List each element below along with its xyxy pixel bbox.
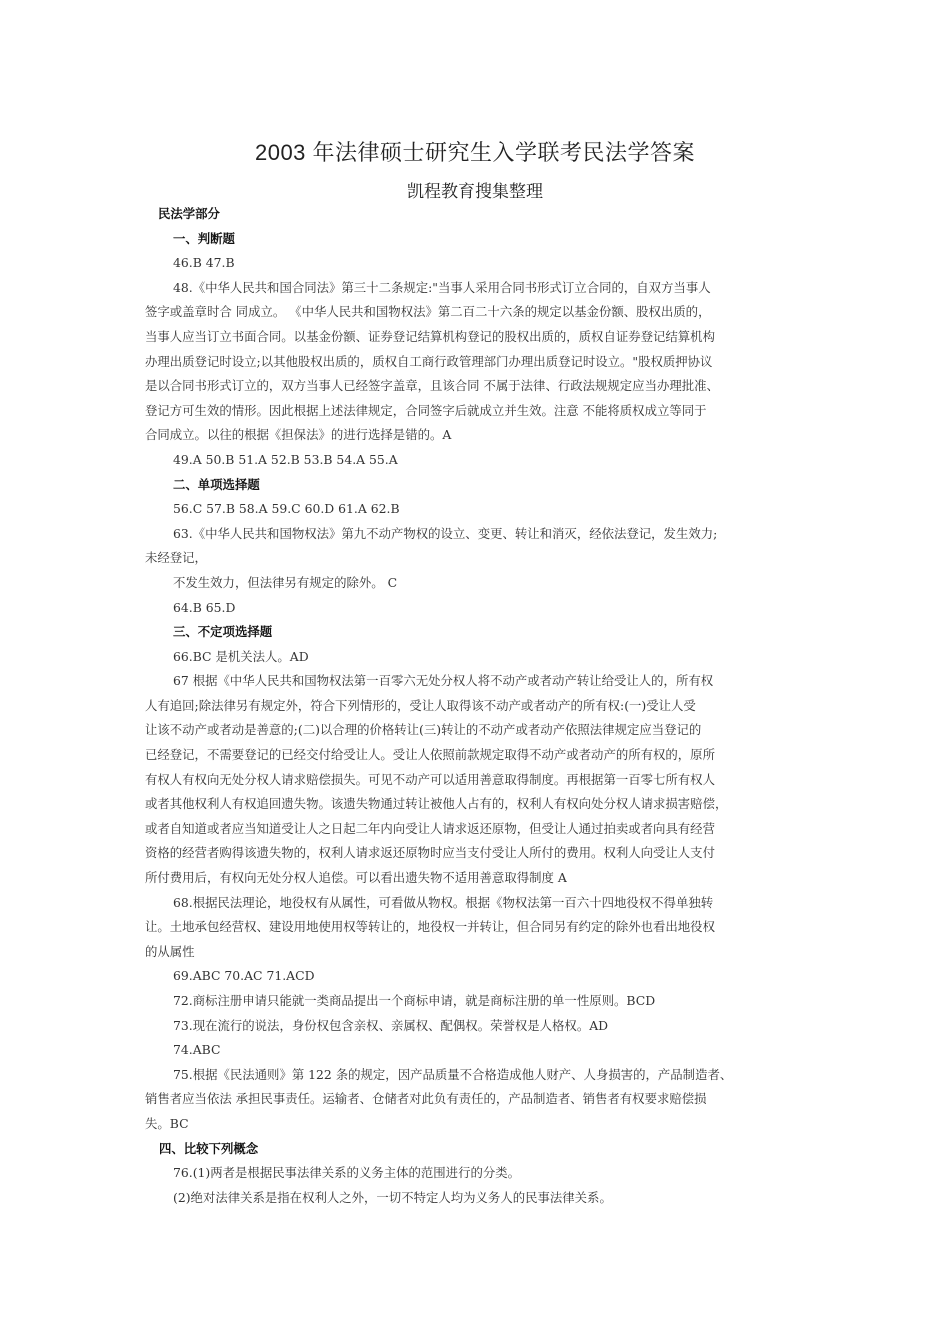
- text-line: 46.B 47.B: [173, 255, 235, 271]
- text-line: 68.根据民法理论，地役权有从属性，可看做从物权。根据《物权法第一百六十四地役权不得单独转: [173, 894, 714, 910]
- text-line: 一、判断题: [173, 230, 235, 246]
- text-line: 48.《中华人民共和国合同法》第三十二条规定:"当事人采用合同书形式订立合同的，自双方当事人: [173, 279, 711, 295]
- text-line: 的从属性: [145, 943, 195, 959]
- text-line: 未经登记，: [145, 550, 207, 566]
- text-line: 不发生效力，但法律另有规定的除外。 C: [173, 574, 398, 590]
- text-line: 让。土地承包经营权、建设用地使用权等转让的，地役权一并转让，但合同另有约定的除外也看出地役权: [145, 919, 715, 935]
- text-line: 销售者应当依法 承担民事责任。运输者、仓储者对此负有责任的，产品制造者、销售者有权要求赔偿损: [145, 1091, 707, 1107]
- text-line: 75.根据《民法通则》第 122 条的规定，因产品质量不合格造成他人财产、人身损害的，产品制造者、: [173, 1066, 733, 1082]
- text-line: 合同成立。以往的根据《担保法》的进行选择是错的。A: [145, 427, 452, 443]
- text-line: 63.《中华人民共和国物权法》第九不动产物权的设立、变更、转让和消灭，经依法登记，发生效力;: [173, 525, 718, 541]
- page-subtitle: 凯程教育搜集整理: [407, 182, 543, 202]
- page-title: 2003 年法律硕士研究生入学联考民法学答案: [254, 140, 696, 165]
- text-line: 64.B 65.D: [173, 599, 236, 615]
- text-line: 失。BC: [145, 1115, 189, 1131]
- text-line: 74.ABC: [173, 1042, 221, 1058]
- text-line: (2)绝对法律关系是指在权利人之外，一切不特定人均为义务人的民事法律关系。: [173, 1189, 612, 1205]
- text-line: 76.(1)两者是根据民事法律关系的义务主体的范围进行的分类。: [173, 1165, 521, 1181]
- text-line: 已经登记，不需要登记的已经交付给受让人。受让人依照前款规定取得不动产或者动产的所有权的，原所: [145, 747, 715, 763]
- text-line: 民法学部分: [158, 206, 220, 221]
- text-line: 签字或盖章时合 同成立。 《中华人民共和国物权法》第二百二十六条的规定以基金份额、股权出质的，: [145, 304, 711, 320]
- text-line: 有权人有权向无处分权人请求赔偿损失。可见不动产可以适用善意取得制度。再根据第一百零七所有权人: [145, 771, 715, 787]
- text-line: 73.现在流行的说法，身份权包含亲权、亲属权、配偶权。荣誉权是人格权。AD: [173, 1017, 609, 1033]
- text-line: 让该不动产或者动是善意的;(二)以合理的价格转让(三)转让的不动产或者动产依照法律规定应当登记的: [145, 722, 702, 738]
- text-line: 当事人应当订立书面合同。以基金份额、证券登记结算机构登记的股权出质的，质权自证券登记结算机构: [145, 328, 715, 344]
- text-line: 49.A 50.B 51.A 52.B 53.B 54.A 55.A: [173, 451, 398, 467]
- text-line: 四、比较下列概念: [159, 1140, 259, 1156]
- text-line: 所付费用后，有权向无处分权人追偿。可以看出遗失物不适用善意取得制度 A: [145, 870, 567, 886]
- text-line: 或者其他权利人有权追回遗失物。该遗失物通过转让被他人占有的，权利人有权向处分权人请求损害赔偿，: [145, 796, 728, 812]
- text-line: 资格的经营者购得该遗失物的，权利人请求返还原物时应当支付受让人所付的费用。权利人向受让人支付: [145, 845, 715, 861]
- text-line: 人有追回;除法律另有规定外，符合下列情形的，受让人取得该不动产或者动产的所有权:(一)受让人受: [145, 697, 696, 713]
- text-line: 或者自知道或者应当知道受让人之日起二年内向受让人请求返还原物，但受让人通过拍卖或者向具有经营: [145, 820, 715, 836]
- text-line: 66.BC 是机关法人。AD: [173, 648, 309, 664]
- text-line: 三、不定项选择题: [173, 624, 273, 640]
- document-body: [145, 202, 810, 1210]
- text-line: 是以合同书形式订立的，双方当事人已经签字盖章，且该合同 不属于法律、行政法规规定应当办理批准、: [145, 378, 719, 394]
- text-line: 二、单项选择题: [173, 476, 260, 492]
- text-line: 72.商标注册申请只能就一类商品提出一个商标申请，就是商标注册的单一性原则。BCD: [173, 993, 656, 1008]
- text-line: 56.C 57.B 58.A 59.C 60.D 61.A 62.B: [173, 501, 400, 517]
- text-line: 69.ABC 70.AC 71.ACD: [173, 968, 315, 984]
- text-line: 登记方可生效的情形。因此根据上述法律规定，合同签字后就成立并生效。注意 不能将质权成立等同于: [145, 402, 707, 418]
- text-line: 办理出质登记时设立;以其他股权出质的，质权自工商行政管理部门办理出质登记时设立。"股权质押协议: [145, 353, 713, 369]
- text-line: 67 根据《中华人民共和国物权法第一百零六无处分权人将不动产或者动产转让给受让人的，所有权: [173, 673, 714, 689]
